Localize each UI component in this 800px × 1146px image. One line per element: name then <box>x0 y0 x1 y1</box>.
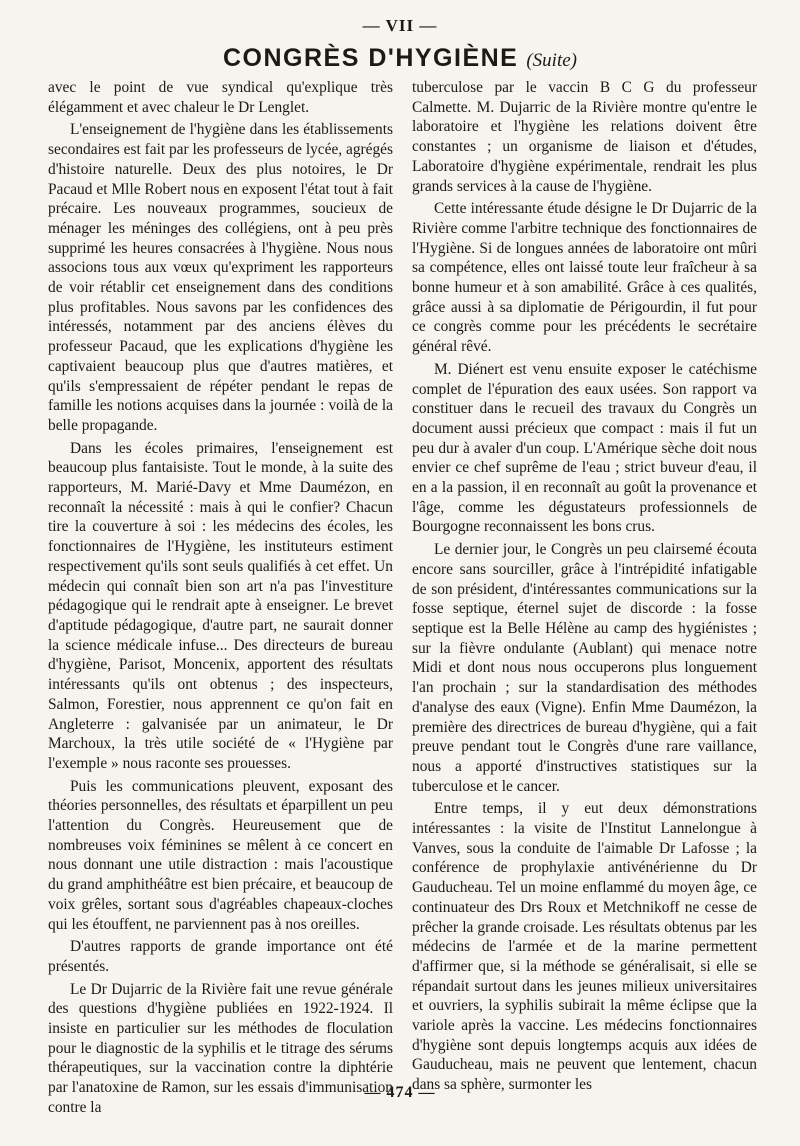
left-column <box>48 78 393 1118</box>
paragraph: Le Dr Dujarric de la Rivière fait une revue générale des questions d'hygiène publiées en 1922-1924. Il insiste en particulier sur les méthodes de floculation pour le diagnostic de la syphilis et le titrage des sérums thérapeutiques, sur la vaccination contre la diphtérie par l'anatoxine de Ramon, sur les essais d'immunisation contre la <box>48 980 393 1116</box>
right-column <box>412 78 757 1095</box>
paragraph: M. Diénert est venu ensuite exposer le catéchisme complet de l'épuration des eaux usées. Son rapport va constituer dans le recueil des travaux du Congrès un document aussi précieux que compact : mais il fut un peu dur à avaler d'un coup. L'Amérique sèche doit nous envier ce chef suprême de l'eau ; strict buveur d'eau, il en a la passion, il en reconnaît au goût la provenance et l'âge, comme les dégustateurs professionnels de Bourgogne reconnaissent les bons crus. <box>412 360 757 536</box>
title-suite: (Suite) <box>526 50 578 71</box>
paragraph: D'autres rapports de grande importance ont été présentés. <box>48 938 393 975</box>
paragraph: Cette intéressante étude désigne le Dr Dujarric de la Rivière comme l'arbitre technique des fonctionnaires de l'Hygiène. Si de longues années de laboratoire ont mûri sa compétence, elles ont laissé toute leur fraîcheur à sa bonne humeur et à son amabilité. Grâce à ces qualités, grâce aussi à sa diplomatie de Périgourdin, il fut pour ce congrès comme pour les précédents le secrétaire général rêvé. <box>412 200 757 356</box>
paragraph: Entre temps, il y eut deux démonstrations intéressantes : la visite de l'Institut Lannelongue à Vanves, sous la conduite de l'aimable Dr Lafosse ; la conférence de prophylaxie antivénérienne du Dr Gauducheau. Tel un moine enflammé du moyen âge, ce continuateur des Drs Roux et Metchnikoff ne cesse de prêcher la grande croisade. Les résultats obtenus par les médecins de l'armée et de la marine permettent d'affirmer que, si la méthode se généralisait, si elle se répandait surtout dans les jeunes milieux universitaires et ouvriers, la syphilis subirait la même éclipse que la variole après la vaccine. Les médecins fonctionnaires d'hygiène sont depuis longtemps acquis aux idées de Gauducheau, mais ne peuvent que lentement, chacun dans sa sphère, surmonter les <box>412 800 757 1094</box>
paragraph: Puis les communications pleuvent, exposant des théories personnelles, des résultats et éparpillent un peu l'attention du Congrès. Heureusement que de nombreuses voix féminines se mêlent à ce concert en nous donnant une utile distraction : mais l'acoustique du grand amphithéâtre est bien précaire, et beaucoup de voix grêles, sortant sous d'agréables chapeaux-cloches qui les étouffent, ne parviennent pas à nos oreilles. <box>48 777 393 933</box>
page-number: — 474 — <box>364 1084 436 1101</box>
roman-page-number: — VII — <box>362 16 438 35</box>
paragraph: avec le point de vue syndical qu'explique très élégamment et avec chaleur le Dr Lenglet. <box>48 79 393 116</box>
paragraph: Le dernier jour, le Congrès un peu clairsemé écouta encore sans sourciller, grâce à l'intrépidité infatigable de son président, d'intéressantes communications sur la fosse septique, éternel sujet de discorde : la fosse septique est la Belle Hélène au camp des hygiénistes ; sur la fièvre ondulante (Aublant) qui menace notre Midi et dont nous nous occuperons plus longuement l'an prochain ; sur la standardisation des méthodes d'analyse des eaux (Vigne). Enfin Mme Daumézon, la première des directrices de bureau d'hygiène, qui a fait preuve pendant tout le Congrès d'une rare vaillance, nous a apporté d'instructives statistiques sur la tuberculose et le cancer. <box>412 541 757 795</box>
page-title <box>0 44 800 73</box>
paragraph: L'enseignement de l'hygiène dans les établissements secondaires est fait par les professeurs de lycée, agrégés d'histoire naturelle. Deux des plus notoires, le Dr Pacaud et Mlle Robert nous en exposent l'état tout à fait précaire. Les nouveaux programmes, soucieux de ménager les méninges des collégiens, ont à peu près supprimé les heures consacrées à l'hygiène. Nous nous associons tous aux vœux qu'expriment les rapporteurs de voir rétablir cet enseignement dans des conditions plus profitables. Nous savons par les confidences des intéressés, notamment par des anciens élèves du professeur Pacaud, que les explications d'hygiène les captivaient beaucoup plus que d'autres matières, et qu'ils s'empressaient de répéter pendant le repas de famille les notions acquises dans la journée : voilà de la belle propagande. <box>48 121 393 434</box>
title-text: CONGRÈS D'HYGIÈNE <box>222 44 519 72</box>
paragraph: tuberculose par le vaccin B C G du professeur Calmette. M. Dujarric de la Rivière montre qu'entre le laboratoire et l'hygiène les relations doivent être constantes ; un organisme de liaison et d'études, Laboratoire d'hygiène expérimentale, rendrait les plus grands services à la cause de l'hygiène. <box>412 79 757 195</box>
paragraph: Dans les écoles primaires, l'enseignement est beaucoup plus fantaisiste. Tout le monde, à la suite des rapporteurs, M. Marié-Davy et Mme Daumézon, en reconnaît la nécessité : mais à qui le confier? Chacun tire la couverture à soi : les médecins des écoles, les fonctionnaires de l'Hygiène, les instituteurs estiment respectivement qu'ils sont seuls qualifiés à cet effet. Un médecin qui connaît bien son art n'a pas l'investiture pédagogique qui le rendrait apte à enseigner. Le brevet d'aptitude pédagogique, d'autre part, ne saurait donner la science médicale infuse... Des directeurs de bureau d'hygiène, Parisot, Moncenix, apportent des résultats intéressants qu'ils ont obtenus ; des inspecteurs, Salmon, Forestier, nous apprennent ce qu'on fait en Angleterre : galvanisée par un animateur, le Dr Marchoux, la très utile société de « l'Hygiène par l'exemple » nous raconte ses prouesses. <box>48 439 393 772</box>
